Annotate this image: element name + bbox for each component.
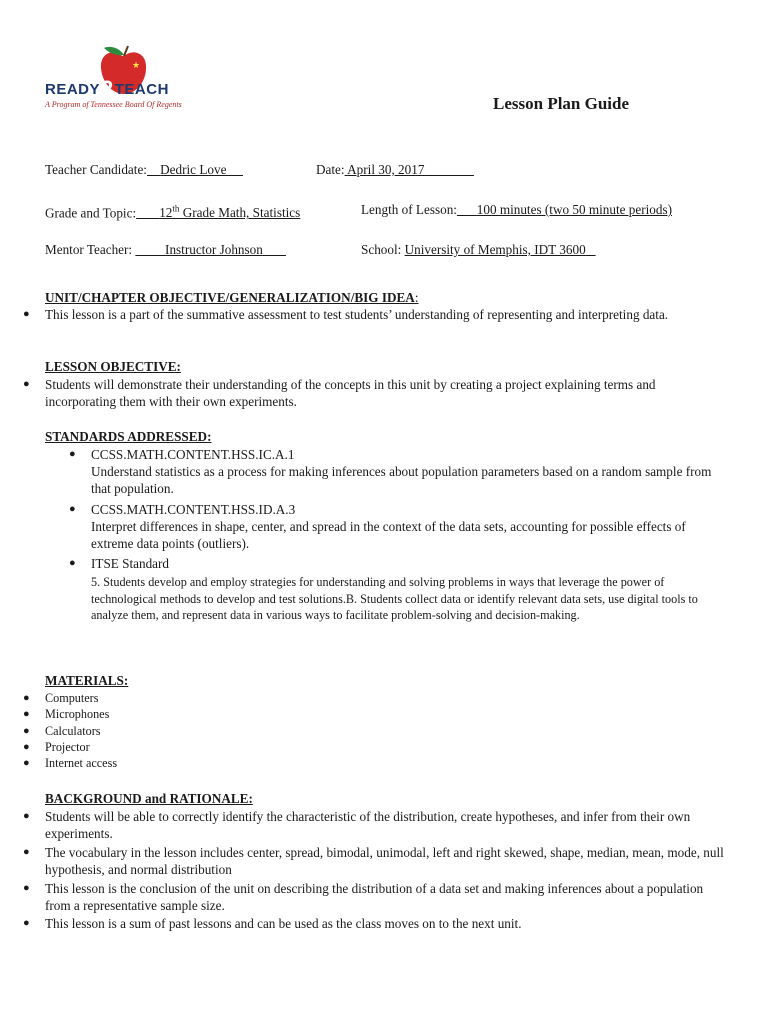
mentor-value: Instructor Johnson bbox=[165, 242, 263, 257]
bullet-icon: ● bbox=[69, 448, 76, 460]
list-item: ● Students will demonstrate their understanding of the concepts in this unit by creating a project explaining terms and incorporating them with their own experiments. bbox=[23, 377, 656, 409]
list-item: ● This lesson is a sum of past lessons and can be used as the class moves on to the next unit. bbox=[23, 916, 522, 931]
lesson-objective-heading: LESSON OBJECTIVE: bbox=[45, 359, 181, 374]
svg-text:★: ★ bbox=[132, 61, 141, 71]
grade-value-num: 12 bbox=[159, 205, 173, 221]
standards-heading: STANDARDS ADDRESSED: bbox=[45, 429, 212, 444]
mentor-label: Mentor Teacher: bbox=[45, 242, 133, 257]
list-item: ● Internet access bbox=[23, 756, 118, 770]
logo-word-teach: TEACH bbox=[114, 81, 169, 98]
page-title: Lesson Plan Guide bbox=[493, 94, 630, 113]
unit-objective-heading: UNIT/CHAPTER OBJECTIVE/GENERALIZATION/BIG IDEA: bbox=[45, 290, 419, 305]
grade-label: Grade and Topic: bbox=[45, 205, 137, 221]
list-item: ● Microphones bbox=[23, 707, 110, 721]
bullet-icon: ● bbox=[69, 503, 76, 515]
date-label: Date: bbox=[316, 162, 345, 177]
list-item: ● This lesson is a part of the summative assessment to test students’ understanding of representing and interpreting data. bbox=[23, 307, 669, 322]
standard-code: CCSS.MATH.CONTENT.HSS.ID.A.3 bbox=[91, 502, 296, 517]
length-value: 100 minutes (two 50 minute periods) bbox=[476, 202, 672, 217]
school-field bbox=[361, 241, 596, 258]
bullet-icon: ● bbox=[23, 882, 30, 894]
date-field bbox=[316, 161, 474, 178]
logo-number-two: 2 bbox=[101, 76, 114, 101]
school-label: School: bbox=[361, 242, 402, 257]
teacher-value: Dedric Love bbox=[160, 162, 227, 177]
background-heading: BACKGROUND and RATIONALE: bbox=[45, 791, 253, 806]
standard-item bbox=[69, 555, 731, 624]
bullet-icon: ● bbox=[23, 741, 30, 753]
bullet-icon: ● bbox=[23, 725, 30, 737]
logo-word-ready: READY bbox=[45, 81, 101, 98]
standard-text: 5. Students develop and employ strategies for understanding and solving problems in ways that leverage the power of technological methods to develop and test solutions.B. Students collect data or identify relevant data sets, use digital tools to analyze them, and represent data in various ways to facilitate problem-solving and decision-making. bbox=[91, 575, 698, 622]
standard-text: Understand statistics as a process for making inferences about population parameters based on a random sample from that population. bbox=[91, 464, 712, 496]
length-label: Length of Lesson: bbox=[361, 202, 457, 217]
bullet-icon: ● bbox=[23, 917, 30, 929]
teacher-label: Teacher Candidate: bbox=[45, 162, 147, 177]
materials-heading: MATERIALS: bbox=[45, 673, 129, 688]
bullet-icon: ● bbox=[23, 708, 30, 720]
mentor-teacher-field bbox=[45, 241, 286, 258]
bullet-icon: ● bbox=[69, 557, 76, 569]
list-item: ● The vocabulary in the lesson includes center, spread, bimodal, unimodal, left and right skewed, shape, median, mean, mode, null hypothesis, and normal distribution bbox=[23, 845, 724, 877]
standard-item bbox=[69, 446, 731, 497]
list-item: ● Calculators bbox=[23, 724, 101, 738]
bullet-icon: ● bbox=[23, 757, 30, 769]
standard-code: CCSS.MATH.CONTENT.HSS.IC.A.1 bbox=[91, 447, 295, 462]
date-value: April 30, 2017 bbox=[347, 162, 425, 177]
bullet-icon: ● bbox=[23, 308, 30, 320]
bullet-icon: ● bbox=[23, 846, 30, 858]
teacher-candidate-field bbox=[45, 161, 243, 178]
school-value: University of Memphis, IDT 3600 bbox=[404, 242, 586, 257]
list-item: ● Projector bbox=[23, 740, 90, 754]
logo-tagline: A Program of Tennessee Board Of Regents bbox=[45, 100, 182, 109]
lesson-length-field bbox=[361, 201, 672, 218]
bullet-icon: ● bbox=[23, 692, 30, 704]
bullet-icon: ● bbox=[23, 378, 30, 390]
list-item: ● This lesson is the conclusion of the unit on describing the distribution of a data set and making inferences about a population from a representative sample size. bbox=[23, 881, 704, 913]
grade-value-sup: th bbox=[172, 204, 180, 214]
bullet-icon: ● bbox=[23, 810, 30, 822]
list-item: ● Computers bbox=[23, 691, 99, 705]
standard-code: ITSE Standard bbox=[91, 556, 170, 571]
grade-value-text: Grade Math, Statistics bbox=[179, 205, 301, 221]
grade-topic-field bbox=[45, 201, 300, 221]
standard-item bbox=[69, 501, 731, 552]
list-item: ● Students will be able to correctly identify the characteristic of the distribution, create hypotheses, and infer from their own experiments. bbox=[23, 809, 691, 841]
standard-text: Interpret differences in shape, center, and spread in the context of the data sets, accounting for possible effects of extreme data points (outliers). bbox=[91, 519, 686, 551]
